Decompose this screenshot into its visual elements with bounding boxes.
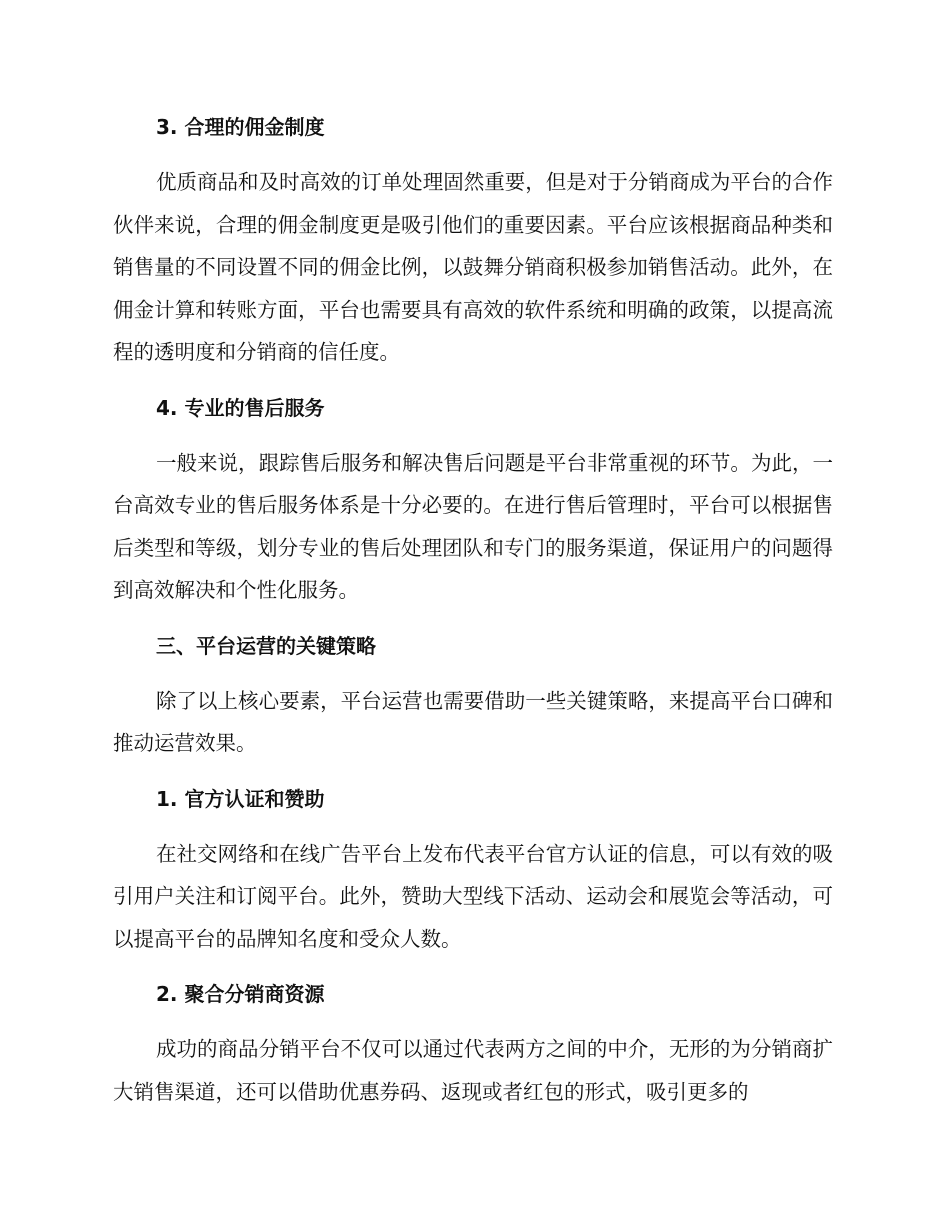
- section-paragraph-distributor-resources: 成功的商品分销平台不仅可以通过代表两方之间的中介，无形的为分销商扩大销售渠道，还可以借助优惠券码、返现或者红包的形式，吸引更多的: [113, 1037, 833, 1104]
- section-paragraph-after-sales: 一般来说，跟踪售后服务和解决售后问题是平台非常重视的环节。为此，一台高效专业的售后服务体系是十分必要的。在进行售后管理时，平台可以根据售后类型和等级，划分专业的售后处理团队和专门的服务渠道，保证用户的问题得到高效解决和个性化服务。: [113, 450, 833, 602]
- section-heading-key-strategies: 三、平台运营的关键策略: [156, 633, 376, 658]
- section-heading-commission: 3. 合理的佣金制度: [156, 115, 325, 139]
- section-heading-after-sales: 4. 专业的售后服务: [156, 395, 325, 420]
- section-heading-distributor-resources: 2. 聚合分销商资源: [156, 982, 325, 1006]
- section-paragraph-official-certification: 在社交网络和在线广告平台上发布代表平台官方认证的信息，可以有效的吸引用户关注和订阅平台。此外，赞助大型线下活动、运动会和展览会等活动，可以提高平台的品牌知名度和受众人数。: [113, 841, 833, 951]
- document-body: [113, 106, 833, 1126]
- section-heading-official-certification: 1. 官方认证和赞助: [156, 786, 325, 811]
- section-paragraph-commission: 优质商品和及时高效的订单处理固然重要，但是对于分销商成为平台的合作伙伴来说，合理的佣金制度更是吸引他们的重要因素。平台应该根据商品种类和销售量的不同设置不同的佣金比例，以鼓舞分销商积极参加销售活动。此外，在佣金计算和转账方面，平台也需要具有高效的软件系统和明确的政策，以提高流程的透明度和分销商的信任度。: [113, 170, 833, 364]
- section-paragraph-key-strategies: 除了以上核心要素，平台运营也需要借助一些关键策略，来提高平台口碑和推动运营效果。: [113, 688, 833, 755]
